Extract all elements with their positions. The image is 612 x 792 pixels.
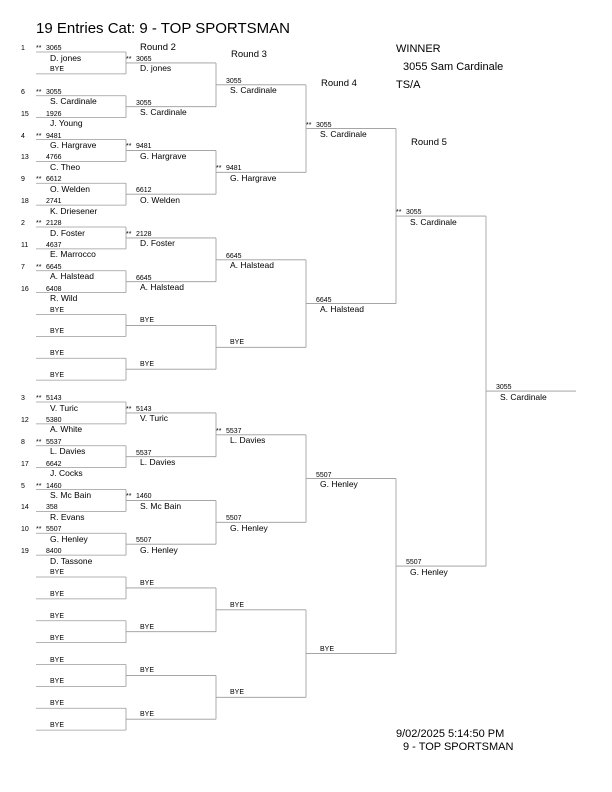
entry-name: A. White xyxy=(50,424,83,435)
entry-name: D. Foster xyxy=(50,227,85,238)
seed-number: 15 xyxy=(21,110,29,118)
seeded-marker: ** xyxy=(396,209,402,217)
bye-label: BYE xyxy=(140,317,155,325)
entry-name: L. Davies xyxy=(50,446,86,457)
entry-number: 5537 xyxy=(226,427,242,435)
entry-number: 5507 xyxy=(136,537,152,545)
entry-number: 6645 xyxy=(46,263,62,271)
winner-entry: 3055 Sam Cardinale xyxy=(403,61,504,73)
seed-number: 3 xyxy=(21,395,25,402)
seed-number: 17 xyxy=(21,460,29,468)
entry-number: 3055 xyxy=(406,209,422,217)
entry-name: S. Cardinale xyxy=(230,85,277,96)
entry-number: 6645 xyxy=(316,296,332,304)
bye-label: BYE xyxy=(230,339,245,347)
bye-label: BYE xyxy=(140,579,155,587)
entry-number: 6408 xyxy=(46,285,62,293)
entry-number: 5507 xyxy=(316,471,332,479)
entry-name: D. Tassone xyxy=(50,555,93,566)
entry-name: D. jones xyxy=(50,52,82,63)
entry-name: J. Young xyxy=(50,118,83,129)
entry-number: 5507 xyxy=(46,526,62,534)
entry-name: V. Turic xyxy=(140,413,169,424)
seeded-marker: ** xyxy=(126,493,132,501)
entry-number: 3065 xyxy=(46,45,62,52)
entry-number: 5507 xyxy=(226,515,242,523)
entry-name: G. Hargrave xyxy=(50,140,97,150)
entry-number: 5537 xyxy=(136,449,152,457)
entry-name: G. Henley xyxy=(230,522,268,533)
seeded-marker: ** xyxy=(126,55,132,63)
seed-number: 4 xyxy=(21,132,25,140)
entry-name: A. Halstead xyxy=(50,271,94,282)
entry-name: L. Davies xyxy=(140,457,176,468)
entry-number: 3055 xyxy=(46,88,62,96)
entry-name: E. Marrocco xyxy=(50,249,96,260)
entry-name: L. Davies xyxy=(230,435,266,446)
entry-name: S. Cardinale xyxy=(320,129,367,140)
seeded-marker: ** xyxy=(126,405,132,413)
bye-label: BYE xyxy=(140,667,155,675)
bye-label: BYE xyxy=(50,590,65,598)
bye-label: BYE xyxy=(50,65,65,73)
seeded-marker: ** xyxy=(306,121,312,129)
entry-number: 9481 xyxy=(46,132,62,140)
entry-number: 5507 xyxy=(406,559,422,567)
entry-name: G. Henley xyxy=(50,533,88,544)
entry-number: 5380 xyxy=(46,416,62,424)
entry-name: S. Cardinale xyxy=(410,216,457,227)
entry-number: 9481 xyxy=(136,143,152,151)
entry-name: O. Welden xyxy=(50,183,91,194)
entry-name: K. Driesener xyxy=(50,205,98,216)
seeded-marker: ** xyxy=(36,263,42,271)
round-label-5: Round 5 xyxy=(411,137,447,148)
entry-name: G. Hargrave xyxy=(140,150,187,161)
entry-name: S. Mc Bain xyxy=(50,490,92,500)
entry-name: G. Henley xyxy=(140,544,178,555)
entry-number: 5143 xyxy=(46,395,62,402)
bye-label: BYE xyxy=(50,656,65,664)
page-title: 19 Entries Cat: 9 - TOP SPORTSMAN xyxy=(36,20,290,37)
seeded-marker: ** xyxy=(126,143,132,151)
entry-number: 3055 xyxy=(136,99,152,107)
entry-number: 5537 xyxy=(46,438,62,446)
seed-number: 8 xyxy=(21,438,25,446)
entry-number: 4637 xyxy=(46,241,62,249)
entry-number: 8400 xyxy=(46,548,62,556)
entry-number: 1460 xyxy=(136,493,152,501)
entry-name: O. Welden xyxy=(140,194,181,205)
seeded-marker: ** xyxy=(36,176,42,184)
entry-name: A. Halstead xyxy=(320,304,364,315)
entry-number: 6642 xyxy=(46,460,62,468)
seed-number: 7 xyxy=(21,263,25,271)
entry-name: D. Foster xyxy=(140,238,175,249)
seeded-marker: ** xyxy=(36,395,42,402)
entry-number: 6612 xyxy=(46,176,62,184)
seed-number: 5 xyxy=(21,482,25,490)
round-label-4: Round 4 xyxy=(321,78,357,89)
entry-number: 5143 xyxy=(136,405,152,413)
seed-number: 11 xyxy=(21,241,29,249)
entry-number: 6645 xyxy=(226,252,242,260)
bye-label: BYE xyxy=(320,645,335,653)
entry-name: S. Mc Bain xyxy=(140,500,182,511)
bye-label: BYE xyxy=(50,569,65,576)
seed-number: 16 xyxy=(21,285,29,293)
winner-note: TS/A xyxy=(396,79,421,91)
entry-number: 3055 xyxy=(226,77,242,85)
bye-label: BYE xyxy=(140,711,155,719)
entry-name: S. Cardinale xyxy=(500,391,547,402)
seeded-marker: ** xyxy=(36,45,42,52)
entry-number: 3055 xyxy=(496,384,512,392)
seeded-marker: ** xyxy=(36,88,42,96)
entry-name: G. Henley xyxy=(410,566,448,577)
bye-label: BYE xyxy=(50,700,65,708)
bye-label: BYE xyxy=(140,623,155,631)
entry-number: 2128 xyxy=(136,230,152,238)
entry-number: 2128 xyxy=(46,220,62,227)
seed-number: 19 xyxy=(21,548,29,556)
seeded-marker: ** xyxy=(126,230,132,238)
bye-label: BYE xyxy=(50,722,65,730)
entry-name: C. Theo xyxy=(50,161,81,172)
entry-name: G. Hargrave xyxy=(230,172,277,183)
seed-number: 9 xyxy=(21,176,25,184)
entry-name: R. Evans xyxy=(50,511,85,522)
bye-label: BYE xyxy=(50,678,65,686)
bye-label: BYE xyxy=(50,612,65,620)
seeded-marker: ** xyxy=(36,438,42,446)
bye-label: BYE xyxy=(50,634,65,642)
entry-name: D. jones xyxy=(140,63,172,74)
seed-number: 14 xyxy=(21,504,29,512)
bye-label: BYE xyxy=(50,306,65,314)
seeded-marker: ** xyxy=(36,220,42,227)
round-label-2: Round 2 xyxy=(140,42,176,53)
seed-number: 10 xyxy=(21,526,29,534)
seed-number: 2 xyxy=(21,220,25,227)
entry-number: 4766 xyxy=(46,154,62,162)
seed-number: 6 xyxy=(21,88,25,96)
seeded-marker: ** xyxy=(36,132,42,140)
seed-number: 18 xyxy=(21,198,29,206)
bye-label: BYE xyxy=(50,328,65,336)
entry-name: A. Halstead xyxy=(140,282,184,293)
entry-name: S. Cardinale xyxy=(140,107,187,118)
footer-timestamp: 9/02/2025 5:14:50 PM xyxy=(396,728,505,740)
entry-name: G. Henley xyxy=(320,479,358,490)
seed-number: 13 xyxy=(21,154,29,162)
bye-label: BYE xyxy=(50,350,65,358)
entry-name: J. Cocks xyxy=(50,468,83,479)
bye-label: BYE xyxy=(230,601,245,609)
round-label-3: Round 3 xyxy=(231,49,267,60)
entry-number: 9481 xyxy=(226,165,242,173)
entry-name: A. Halstead xyxy=(230,260,274,271)
seeded-marker: ** xyxy=(36,526,42,534)
entry-number: 1460 xyxy=(46,482,62,490)
winner-label: WINNER xyxy=(396,43,441,55)
entry-number: 6645 xyxy=(136,274,152,282)
seeded-marker: ** xyxy=(216,165,222,173)
entry-name: V. Turic xyxy=(50,402,79,413)
entry-name: S. Cardinale xyxy=(50,96,97,107)
seed-number: 12 xyxy=(21,416,29,424)
entry-number: 3065 xyxy=(136,55,152,63)
bye-label: BYE xyxy=(230,689,245,697)
entry-number: 358 xyxy=(46,504,58,512)
seed-number: 1 xyxy=(21,45,25,52)
entry-number: 2741 xyxy=(46,198,62,206)
footer-category: 9 - TOP SPORTSMAN xyxy=(403,741,514,753)
entry-number: 6612 xyxy=(136,187,152,195)
entry-number: 1926 xyxy=(46,110,62,118)
entry-number: 3055 xyxy=(316,121,332,129)
bye-label: BYE xyxy=(140,361,155,369)
entry-name: R. Wild xyxy=(50,293,78,304)
bye-label: BYE xyxy=(50,372,65,380)
seeded-marker: ** xyxy=(36,482,42,490)
seeded-marker: ** xyxy=(216,427,222,435)
